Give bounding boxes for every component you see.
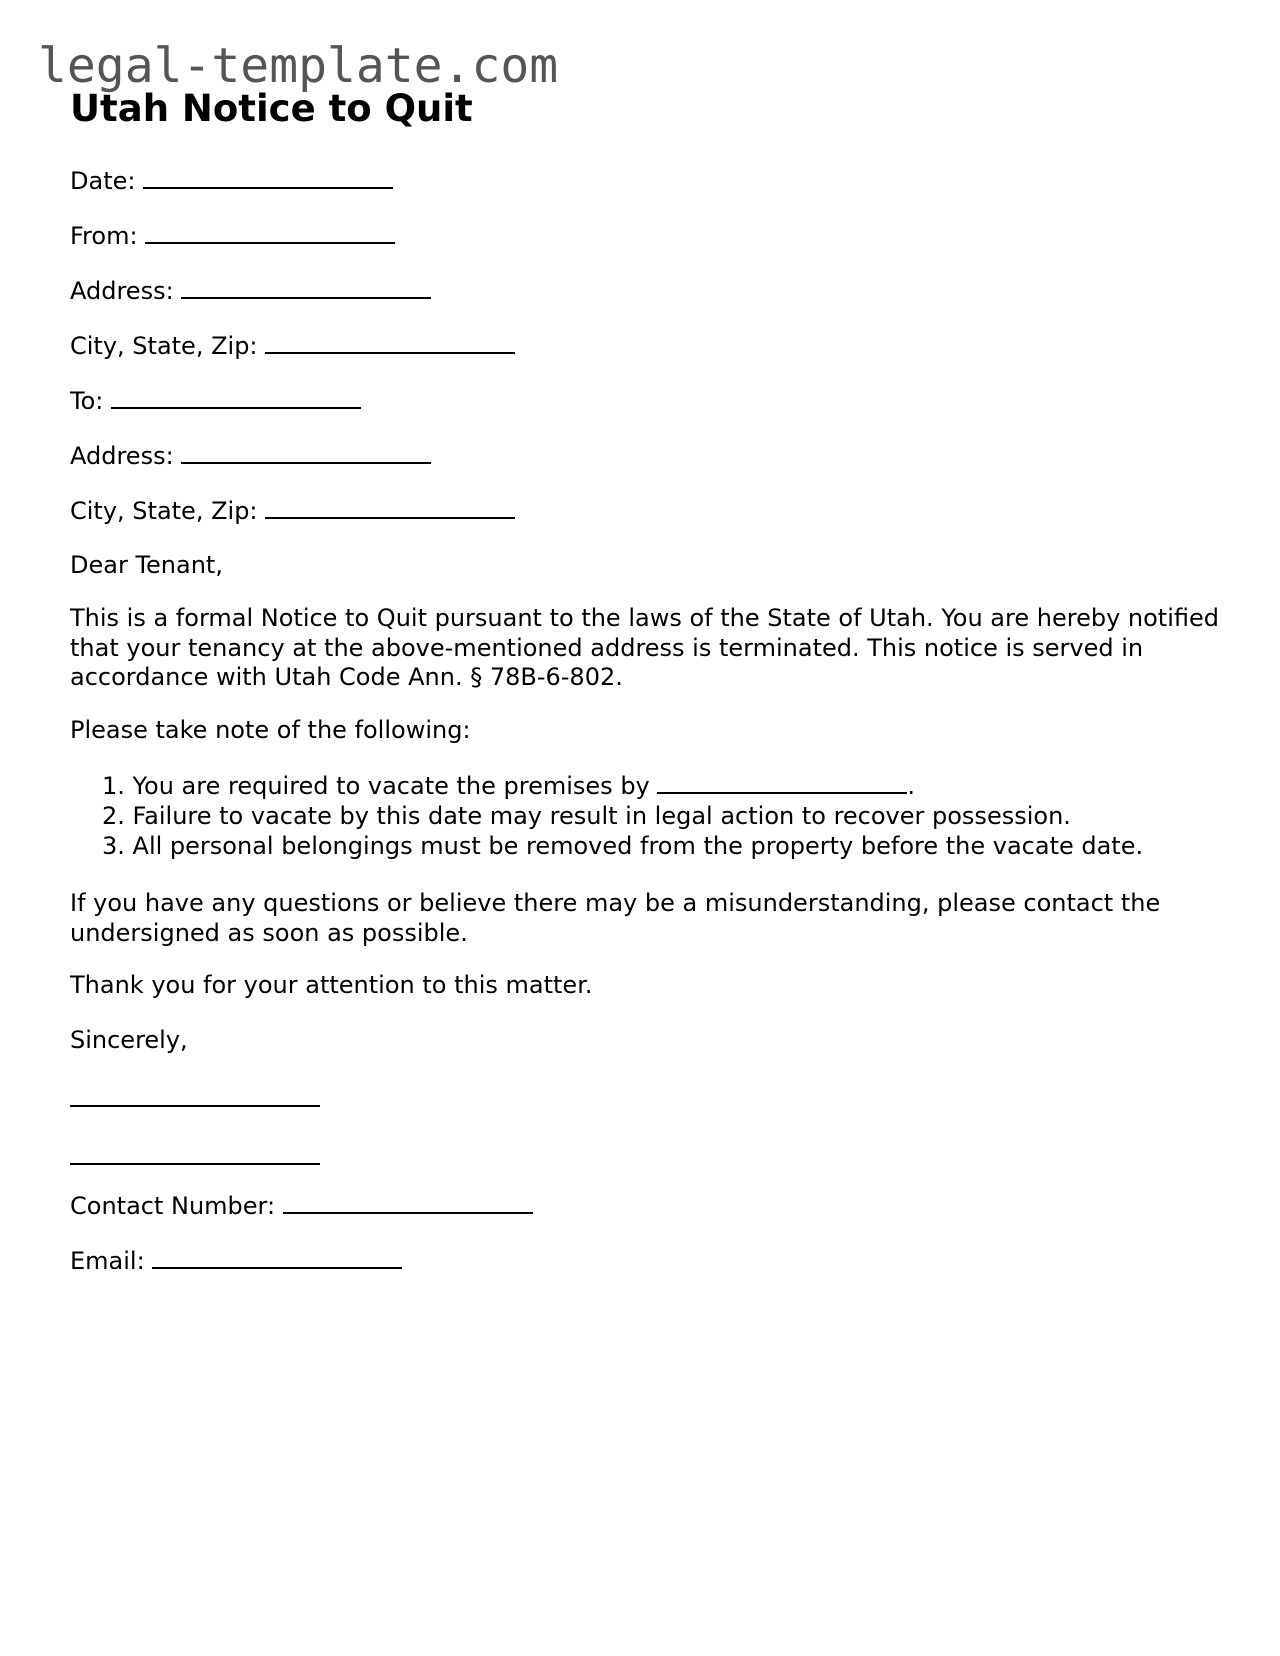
contact-number-label: Contact Number: xyxy=(70,1192,276,1220)
list-item-suffix: . xyxy=(907,772,916,800)
list-item-number: 2. xyxy=(102,802,125,830)
questions-paragraph: If you have any questions or believe there may be a misunderstanding, please contact the undersigned as soon as possible. xyxy=(70,889,1161,947)
greeting: Dear Tenant, xyxy=(70,551,223,579)
list-item xyxy=(102,770,1143,801)
to-blank[interactable] xyxy=(111,385,361,409)
email-label: Email: xyxy=(70,1247,145,1275)
contact-number-field xyxy=(70,1190,533,1221)
document-title: Utah Notice to Quit xyxy=(70,87,473,130)
watermark-logo: legal-template.com xyxy=(38,38,559,94)
list-item xyxy=(102,831,1143,861)
printed-name-line[interactable] xyxy=(70,1163,320,1165)
contact-number-blank[interactable] xyxy=(283,1190,533,1214)
recipient-address-field xyxy=(70,440,431,471)
recipient-city-blank[interactable] xyxy=(265,495,515,519)
list-item-number: 3. xyxy=(102,832,125,860)
list-item xyxy=(102,801,1143,831)
sender-address-field xyxy=(70,275,431,306)
date-blank[interactable] xyxy=(143,165,393,189)
signature-line[interactable] xyxy=(70,1105,320,1107)
sender-address-blank[interactable] xyxy=(181,275,431,299)
date-label: Date: xyxy=(70,167,136,195)
note-lead: Please take note of the following: xyxy=(70,716,471,744)
date-field xyxy=(70,165,393,196)
recipient-city-field xyxy=(70,495,515,526)
vacate-date-blank[interactable] xyxy=(657,770,907,794)
list-item-text: All personal belongings must be removed from the property before the vacate date. xyxy=(132,832,1144,860)
intro-paragraph: This is a formal Notice to Quit pursuant to the laws of the State of Utah. You are hereby notified that your tenancy at the above-mentioned address is terminated. This notice is served in accordance with Utah Code Ann. § 78B-6-802. xyxy=(70,604,1219,691)
requirements-list xyxy=(102,770,1143,861)
sender-city-label: City, State, Zip: xyxy=(70,332,258,360)
recipient-city-label: City, State, Zip: xyxy=(70,497,258,525)
sender-city-blank[interactable] xyxy=(265,330,515,354)
list-item-number: 1. xyxy=(102,772,125,800)
email-field xyxy=(70,1245,402,1276)
list-item-text: You are required to vacate the premises by xyxy=(132,772,650,800)
thanks-line: Thank you for your attention to this matter. xyxy=(70,971,593,999)
to-label: To: xyxy=(70,387,104,415)
to-field xyxy=(70,385,361,416)
from-field xyxy=(70,220,395,251)
from-label: From: xyxy=(70,222,138,250)
email-blank[interactable] xyxy=(152,1245,402,1269)
sender-address-label: Address: xyxy=(70,277,174,305)
list-item-text: Failure to vacate by this date may result in legal action to recover possession. xyxy=(132,802,1071,830)
from-blank[interactable] xyxy=(145,220,395,244)
recipient-address-blank[interactable] xyxy=(181,440,431,464)
recipient-address-label: Address: xyxy=(70,442,174,470)
sender-city-field xyxy=(70,330,515,361)
closing: Sincerely, xyxy=(70,1026,188,1054)
